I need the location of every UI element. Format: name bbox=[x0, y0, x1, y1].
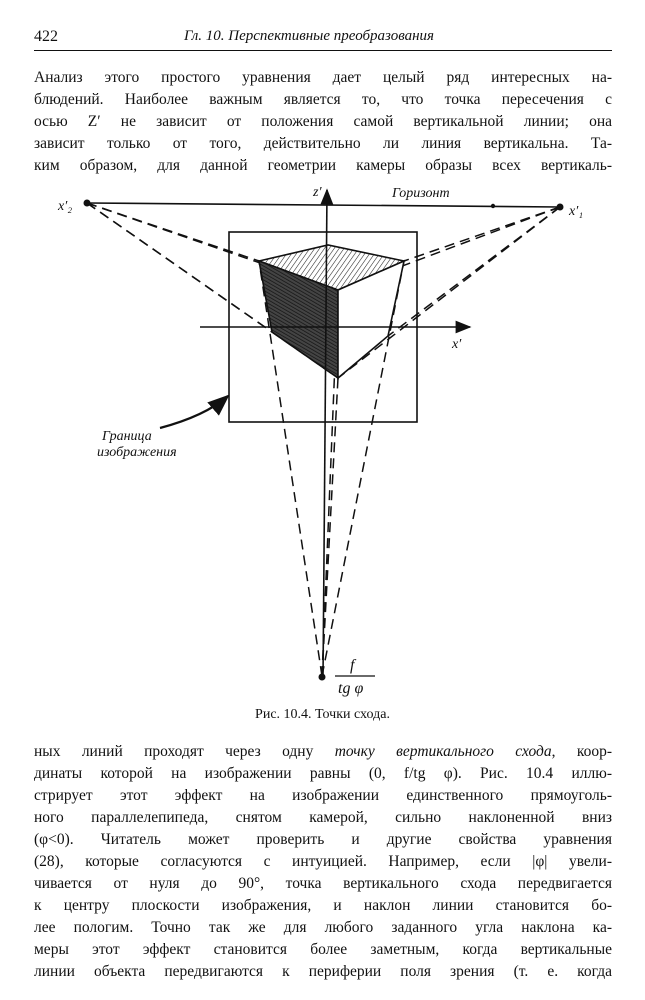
vanishing-point-left-label: x′₂ bbox=[58, 199, 73, 214]
text-span: ных линий проходят через одну bbox=[34, 743, 335, 760]
text-line: ким образом, для данной геометрии камеры образы всех вертикаль- bbox=[34, 157, 612, 174]
vertical-vanishing-point bbox=[319, 674, 326, 681]
text-line: динаты которой на изображении равны (0, f/tg φ). Рис. 10.4 иллю- bbox=[34, 765, 612, 782]
running-title: Гл. 10. Перспективные преобразования bbox=[184, 28, 435, 44]
text-line: меры этот эффект становится более заметным, когда вертикальные bbox=[34, 941, 612, 958]
italic-term: точку вертикального схода bbox=[334, 743, 552, 760]
text-line: к центру плоскости изображения, и наклон линии становится бо- bbox=[34, 897, 612, 914]
vanishing-point-right bbox=[557, 204, 564, 211]
text-line: осью Z′ не зависит от положения самой вертикальной линии; она bbox=[34, 113, 612, 130]
page-number: 422 bbox=[34, 28, 58, 45]
z-axis-label: z′ bbox=[313, 185, 322, 200]
horizon-dot bbox=[491, 204, 495, 208]
text-line: Анализ этого простого уравнения дает целый ряд интересных на- bbox=[34, 69, 612, 86]
figure-drawing bbox=[0, 170, 645, 710]
text-line: стрирует этот эффект на изображении единственного прямоуголь- bbox=[34, 787, 612, 804]
fraction-denominator: tg φ bbox=[338, 680, 364, 697]
text-line: блюдений. Наиболее важным является то, что точка пересечения с bbox=[34, 91, 612, 108]
figure-caption: Рис. 10.4. Точки схода. bbox=[255, 707, 390, 722]
text-line: (φ<0). Читатель может проверить и другие свойства уравнения bbox=[34, 831, 612, 848]
paragraph-1 bbox=[34, 67, 612, 177]
border-callout-arrow bbox=[160, 396, 228, 428]
border-label-line2: изображения bbox=[97, 445, 177, 460]
x-axis-label: x′ bbox=[452, 337, 462, 352]
text-line: лее пологим. Точно так же для любого заданного угла наклона ка- bbox=[34, 919, 612, 936]
border-label-line1: Граница bbox=[102, 429, 152, 444]
text-line: чивается от нуля до 90°, точка вертикального схода передвигается bbox=[34, 875, 612, 892]
text-span: , коор- bbox=[551, 743, 613, 760]
text-line bbox=[34, 741, 612, 763]
page-header bbox=[34, 28, 612, 51]
horizon-label: Горизонт bbox=[392, 186, 450, 201]
vanishing-point-right-label: x′₁ bbox=[569, 204, 584, 219]
paragraph-2 bbox=[34, 741, 612, 983]
text-line: (28), которые согласуются с интуицией. Например, если |φ| увели- bbox=[34, 853, 612, 870]
text-line: зависит только от того, действительно ли линия вертикальна. Та- bbox=[34, 135, 612, 152]
horizon-line bbox=[87, 203, 560, 207]
text-line: ного параллелепипеда, снятом камерой, сильно наклоненной вниз bbox=[34, 809, 612, 826]
fraction-numerator: f bbox=[350, 657, 355, 674]
vanishing-points-figure bbox=[0, 170, 645, 710]
text-line: линии объекта передвигаются к периферии поля зрения (т. е. когда bbox=[34, 963, 612, 980]
vanishing-point-left bbox=[84, 200, 91, 207]
